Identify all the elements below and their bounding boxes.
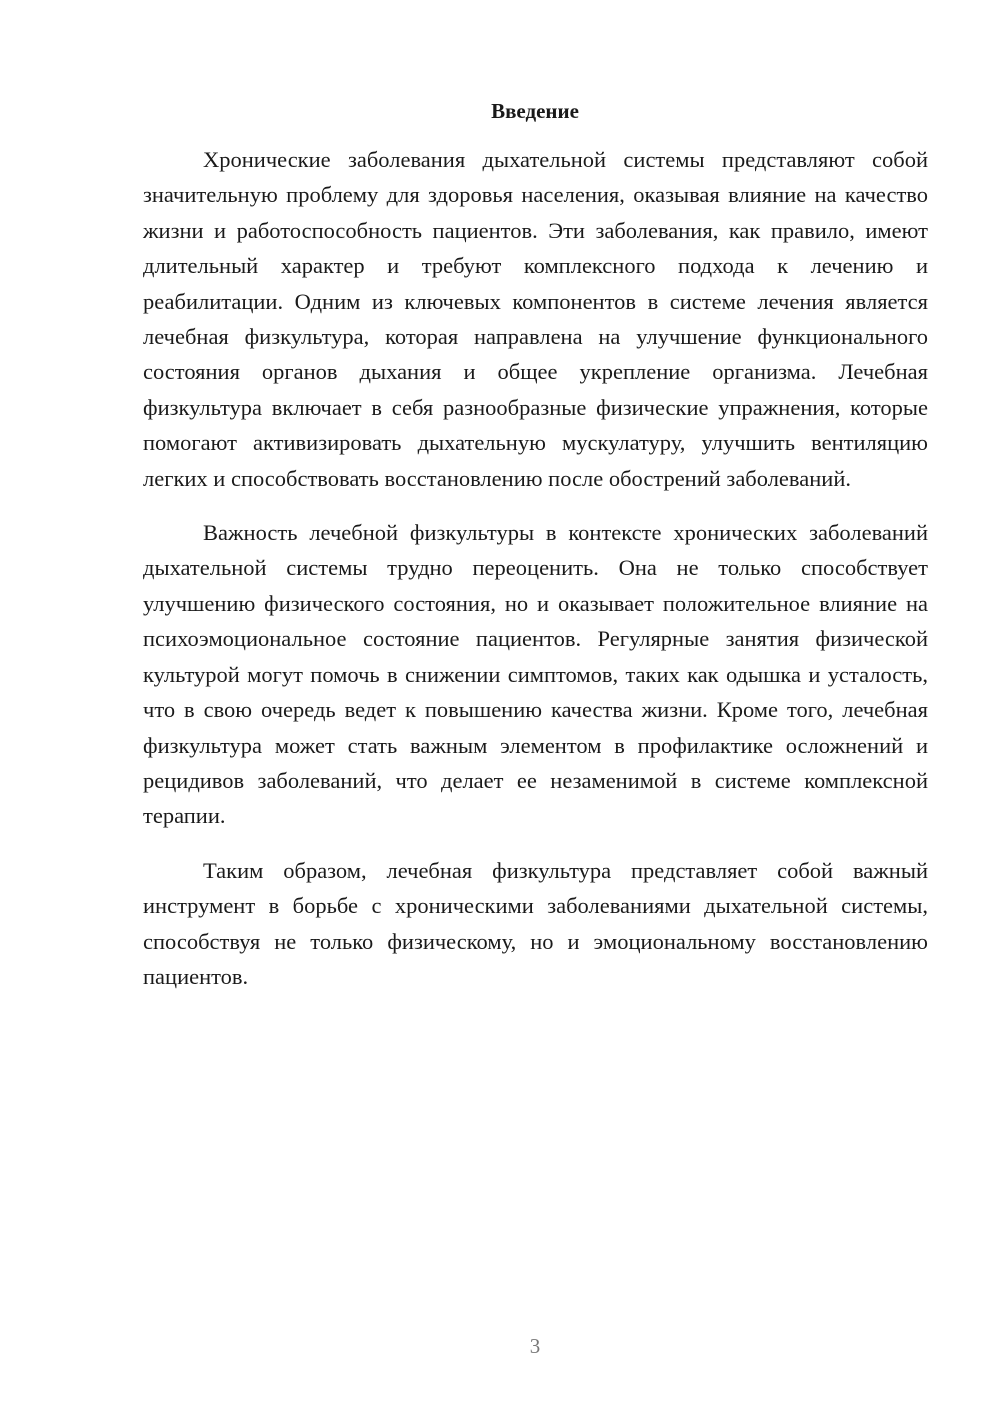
body-text: [143, 142, 928, 1013]
page-number: 3: [529, 1334, 541, 1358]
paragraph-2: Важность лечебной физкультуры в контексте хронических заболеваний дыхательной системы трудно переоценить. Она не только способствует улучшению физического состояния, но и оказывает положительное влияние на психоэмоциональное состояние пациентов. Регулярные занятия физической культурой могут помочь в снижении симптомов, таких как одышка и усталость, что в свою очередь ведет к повышению качества жизни. Кроме того, лечебная физкультура может стать важным элементом в профилактике осложнений и рецидивов заболеваний, что делает ее незаменимой в системе комплексной терапии.: [143, 520, 928, 829]
paragraph-3: Таким образом, лечебная физкультура представляет собой важный инструмент в борьбе с хроническими заболеваниями дыхательной системы, способствуя не только физическому, но и эмоциональному восстановлению пациентов.: [143, 857, 928, 989]
section-heading: Введение: [491, 99, 579, 123]
paragraph-1: Хронические заболевания дыхательной системы представляют собой значительную проблему для здоровья населения, оказывая влияние на качество жизни и работоспособность пациентов. Эти заболевания, как правило, имеют длительный характер и требуют комплексного подхода к лечению и реабилитации. Одним из ключевых компонентов в системе лечения является лечебная физкультура, которая направлена на улучшение функционального состояния органов дыхания и общее укрепление организма. Лечебная физкультура включает в себя разнообразные физические упражнения, которые помогают активизировать дыхательную мускулатуру, улучшить вентиляцию легких и способствовать восстановлению после обострений заболеваний.: [143, 147, 928, 491]
